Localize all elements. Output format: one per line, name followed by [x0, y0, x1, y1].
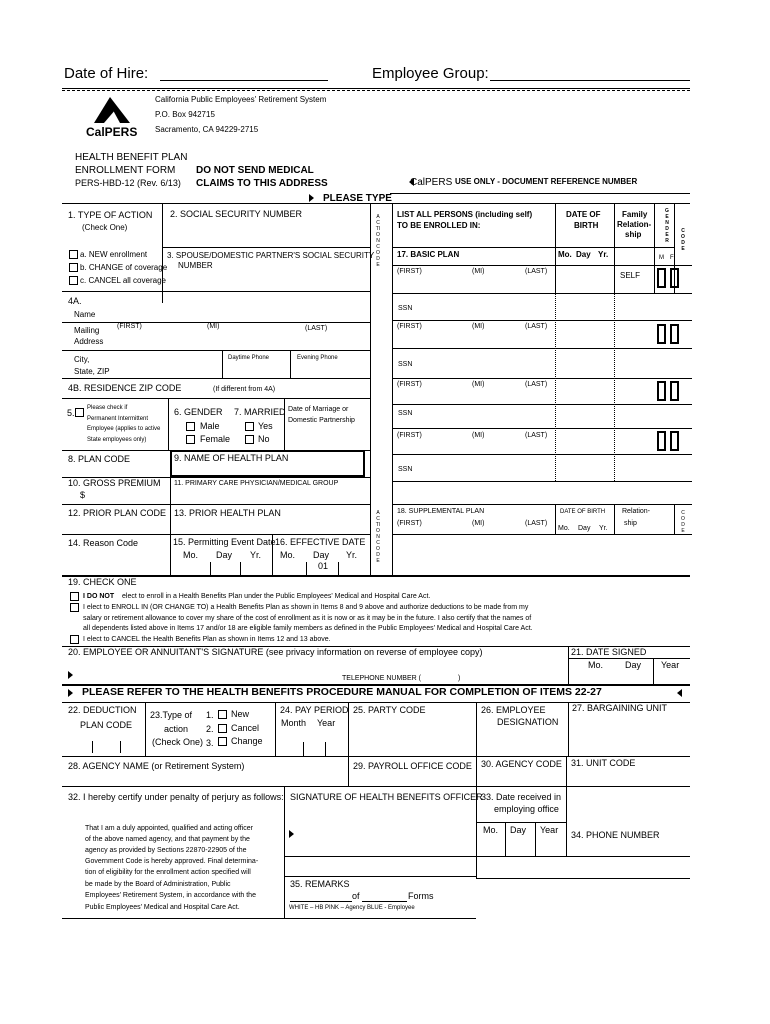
vline-25	[348, 702, 349, 756]
f-label: F	[670, 255, 674, 261]
date-of-hire-label: Date of Hire:	[64, 65, 149, 82]
vline-s-dob	[555, 504, 556, 534]
item20-label: 20. EMPLOYEE OR ANNUITANT'S SIGNATURE (see privacy information on reverse of employee copy)	[68, 647, 483, 657]
vline-27	[568, 702, 569, 756]
code-vertical-2: CODE	[681, 510, 685, 534]
p3-last: (LAST)	[525, 381, 548, 388]
item26-label-b: DESIGNATION	[497, 717, 559, 727]
refer-arrow-right-icon	[68, 689, 73, 697]
item15-label: 15. Permitting Event Date	[173, 537, 276, 547]
arrow-right-icon	[309, 194, 314, 202]
vline-dom	[284, 398, 285, 450]
checkbox-new[interactable]	[218, 710, 227, 719]
rule-item32	[62, 786, 690, 787]
dom-label-2: Domestic Partnership	[288, 417, 355, 424]
item14-label: 14. Reason Code	[68, 538, 139, 548]
dob-day: Day	[576, 250, 591, 259]
form-id: PERS-HBD-12 (Rev. 6/13)	[75, 178, 181, 188]
address-label: Address	[74, 337, 104, 346]
vline-s-rel	[614, 504, 615, 534]
item13-label: 13. PRIOR HEALTH PLAN	[174, 508, 281, 518]
opt-a-label: a. NEW enrollment	[80, 250, 148, 259]
officer-signature-field[interactable]	[300, 808, 475, 868]
telephone-label: TELEPHONE NUMBER (	[342, 675, 421, 682]
item31-label: 31. UNIT CODE	[571, 758, 636, 768]
m-label: M	[659, 255, 664, 261]
item4b-label: 4B. RESIDENCE ZIP CODE	[68, 383, 182, 393]
vline-26	[476, 702, 477, 756]
no-label: No	[258, 434, 270, 444]
p3-first: (FIRST)	[397, 381, 422, 388]
opt2-text-a: I elect to ENROLL IN (OR CHANGE TO) a Health Benefits Plan as shown in Items 8 and 9 above and authorize deductions to be made from my	[83, 604, 529, 611]
gender-box-f-2[interactable]	[670, 324, 679, 344]
rule-top-fields	[62, 203, 690, 204]
rule-date-signed	[568, 658, 690, 659]
rule-item35	[284, 876, 476, 877]
org-pobox: P.O. Box 942715	[155, 110, 215, 119]
employee-signature-field[interactable]	[80, 660, 565, 682]
dob-label-2: BIRTH	[574, 221, 599, 230]
calpers-logo-text: CalPERS	[86, 125, 138, 139]
date-signed-mo: Mo.	[588, 660, 604, 670]
please-type: PLEASE TYPE	[323, 193, 392, 204]
dob-yr: Yr.	[598, 250, 609, 259]
checkbox-female[interactable]	[186, 435, 195, 444]
gender-box-m-3[interactable]	[657, 381, 666, 401]
month-label: Month	[281, 718, 307, 728]
vline-31	[566, 756, 567, 786]
vline-dob-rows	[555, 265, 556, 481]
perm-label-3: State employees only)	[87, 437, 147, 443]
item19-title: 19. CHECK ONE	[68, 577, 137, 587]
vline-34	[566, 786, 567, 856]
item33-mo: Mo.	[483, 825, 499, 835]
item2-label: 2. SOCIAL SECURITY NUMBER	[170, 209, 303, 219]
item5-label: 5.	[67, 408, 75, 418]
ref-number-line[interactable]	[390, 193, 690, 194]
employee-group-label: Employee Group:	[372, 65, 489, 82]
tick-24b	[325, 742, 326, 756]
p1-ssn: SSN	[398, 305, 413, 312]
vline-s-code	[674, 504, 675, 534]
p3-mi: (MI)	[472, 381, 485, 388]
list-persons-2: TO BE ENROLLED IN:	[397, 221, 481, 230]
dob-label-1: DATE OF	[566, 210, 601, 219]
s-day: Day	[578, 525, 591, 532]
rule-remarks	[284, 856, 690, 857]
vline-24	[275, 702, 276, 756]
state-zip-label: State, ZIP	[74, 367, 110, 376]
vline-33	[476, 786, 477, 878]
vline-item11	[170, 477, 171, 576]
checkbox-male[interactable]	[186, 422, 195, 431]
tick-22a	[92, 741, 93, 753]
family-label-2: Relation-	[617, 220, 652, 229]
city-label: City,	[74, 355, 90, 364]
action-code-vertical-2: ACTION CODE	[375, 510, 381, 564]
evening-phone-label: Evening Phone	[297, 355, 338, 361]
rel-label-2: ship	[624, 520, 637, 527]
rule-p1	[392, 293, 692, 294]
checkbox-change[interactable]	[218, 737, 227, 746]
p4-mi: (MI)	[472, 432, 485, 439]
gender-box-f-3[interactable]	[670, 381, 679, 401]
eff-yr: Yr.	[346, 550, 358, 560]
rule-p2	[392, 348, 692, 349]
permit-mo: Mo.	[183, 550, 199, 560]
p2-mi: (MI)	[472, 323, 485, 330]
tick-4	[338, 562, 339, 576]
item16-label: 16. EFFECTIVE DATE	[275, 537, 366, 547]
p4-first: (FIRST)	[397, 432, 422, 439]
dom-label-1: Date of Marriage or	[288, 406, 349, 413]
vline-year	[653, 658, 654, 684]
item33-yr: Year	[540, 825, 559, 835]
sign-arrow-icon	[68, 671, 73, 679]
checkbox-yes[interactable]	[245, 422, 254, 431]
checkbox-cancel[interactable]	[218, 724, 227, 733]
officer-arrow-icon	[289, 830, 294, 838]
item35-label: 35. REMARKS	[290, 879, 350, 889]
p2-last: (LAST)	[525, 323, 548, 330]
s-last: (LAST)	[525, 520, 548, 527]
change-label: Change	[231, 736, 263, 746]
rule-bottom-right	[476, 878, 690, 879]
item18-label: 18. SUPPLEMENTAL PLAN	[397, 508, 485, 515]
eff-day: Day	[313, 550, 330, 560]
item3-label-a: 3. SPOUSE/DOMESTIC PARTNER'S SOCIAL SECURITY	[167, 251, 375, 260]
vline-phone-1	[222, 350, 223, 378]
rule-33	[476, 822, 566, 823]
item30-label: 30. AGENCY CODE	[481, 759, 562, 769]
vline-29	[348, 756, 349, 786]
date-signed-day: Day	[625, 660, 642, 670]
code-vertical: CODE	[681, 228, 685, 252]
org-name: California Public Employees' Retirement System	[155, 95, 327, 104]
checkbox-cancel-plan[interactable]	[70, 635, 79, 644]
eff-mo: Mo.	[280, 550, 296, 560]
forms-label: Forms	[408, 891, 434, 901]
copies-label: WHITE – HB PINK – Agency BLUE - Employee	[289, 905, 415, 911]
vline-33-yr	[535, 822, 536, 856]
item22-label-a: 22. DEDUCTION	[68, 705, 137, 715]
item26-label-a: 26. EMPLOYEE	[481, 705, 546, 715]
p1-mi: (MI)	[472, 268, 485, 275]
rule-basic-plan	[392, 247, 674, 248]
p1-ssn-field[interactable]	[392, 320, 692, 321]
rule-bottom	[62, 918, 476, 919]
rule-item28	[62, 756, 690, 757]
item4a-label: 4A.	[68, 296, 82, 306]
vline-gender-r	[654, 203, 655, 293]
of-label: of	[352, 891, 360, 901]
city-field[interactable]	[62, 378, 370, 379]
item22-label-b: PLAN CODE	[80, 720, 133, 730]
new-label: New	[231, 709, 250, 719]
cancel-label: Cancel	[231, 723, 260, 733]
p3-ssn: SSN	[398, 410, 413, 417]
rule-p3	[392, 404, 692, 405]
use-only-label: USE ONLY - DOCUMENT REFERENCE NUMBER	[455, 177, 638, 186]
rule-4a	[62, 291, 370, 292]
action-code-vertical-1: ACTION CODE	[375, 214, 381, 268]
mailing-label: Mailing	[74, 326, 100, 335]
gender-box-f-1[interactable]	[670, 268, 679, 288]
gender-box-m-1[interactable]	[657, 268, 666, 288]
p1-last: (LAST)	[525, 268, 548, 275]
perm-label-1: Permanent Intermittent	[87, 416, 149, 422]
date-of-hire-line[interactable]	[160, 80, 328, 81]
opt-2-num: 2.	[206, 724, 214, 734]
notice-1: DO NOT SEND MEDICAL	[196, 165, 314, 176]
refer-arrow-left-icon	[677, 689, 682, 697]
dob-mo: Mo.	[558, 250, 572, 259]
s-first: (FIRST)	[397, 520, 422, 527]
item23-label-a: 23.Type of	[150, 710, 193, 720]
rule-self	[392, 265, 692, 266]
employee-group-line[interactable]	[490, 80, 690, 81]
vline-30	[476, 756, 477, 786]
opt-c-label: c. CANCEL all coverage	[80, 276, 166, 285]
opt-1-num: 1.	[206, 710, 214, 720]
item24-label: 24. PAY PERIOD	[280, 705, 349, 715]
org-city: Sacramento, CA 94229-2715	[155, 125, 259, 134]
rel-label-1: Relation-	[622, 508, 651, 515]
tick-24a	[303, 742, 304, 756]
female-label: Female	[200, 434, 231, 444]
p1-first: (FIRST)	[397, 268, 422, 275]
rule-item18	[392, 504, 692, 505]
item9-label: 9. NAME OF HEALTH PLAN	[174, 453, 289, 463]
name-label: Name	[74, 310, 96, 319]
checkbox-enroll[interactable]	[70, 603, 79, 612]
forms-count-field[interactable]	[290, 901, 352, 902]
mailing-address-field[interactable]	[62, 350, 370, 351]
p2-first: (FIRST)	[397, 323, 422, 330]
rule-item12	[62, 504, 370, 505]
item33-day: Day	[510, 825, 527, 835]
s-yr: Yr.	[599, 525, 608, 532]
cert-line-8: Public Employees' Medical and Hospital Care Act.	[85, 904, 240, 911]
item23-label-c: (Check One)	[152, 737, 204, 747]
ssn-field[interactable]	[162, 203, 370, 247]
tick-1	[210, 562, 211, 576]
cert-line-3: agency as provided by Sections 22870-22905 of the	[85, 847, 247, 854]
vline-gender	[168, 398, 169, 450]
if-different-label: (If different from 4A)	[213, 386, 276, 393]
opt2-text-b: salary or retirement allowance to cover my share of the cost of enrollment as it is now or as it may be in the future. I also certify that the names of	[83, 615, 532, 622]
refer-banner: PLEASE REFER TO THE HEALTH BENEFITS PROCEDURE MANUAL FOR COMPLETION OF ITEMS 22-27	[82, 686, 602, 698]
p3-ssn-field[interactable]	[392, 428, 692, 429]
item17-label: 17. BASIC PLAN	[397, 250, 460, 259]
self-label: SELF	[620, 271, 641, 280]
p2-ssn-field[interactable]	[392, 378, 692, 379]
forms-total-field[interactable]	[362, 901, 407, 902]
item23-label-b: action	[164, 724, 189, 734]
cert-line-2: of the above named agency, and that payment by the	[85, 836, 250, 843]
vline-officer	[284, 786, 285, 918]
item21-label: 21. DATE SIGNED	[571, 647, 647, 657]
check-one-label: (Check One)	[82, 223, 128, 232]
item1-label: 1. TYPE OF ACTION	[68, 210, 153, 220]
perm-label-2: Employee (applies to active	[87, 426, 161, 432]
s-mi: (MI)	[472, 520, 485, 527]
p4-ssn: SSN	[398, 466, 413, 473]
family-label-1: Family	[622, 210, 648, 219]
p4-last: (LAST)	[525, 432, 548, 439]
opt-3-num: 3.	[206, 738, 214, 748]
item28-label: 28. AGENCY NAME (or Retirement System)	[68, 761, 245, 771]
family-label-3: ship	[625, 230, 642, 239]
rule-item3	[162, 247, 370, 248]
eff-day-value: 01	[318, 561, 329, 571]
gender-box-m-4[interactable]	[657, 431, 666, 451]
p2-ssn: SSN	[398, 361, 413, 368]
cert-line-4: Government Code is hereby approved. Final determina-	[85, 858, 259, 865]
gender-box-f-4[interactable]	[670, 431, 679, 451]
item33-label-b: employing office	[494, 804, 559, 814]
checkbox-cancel-coverage[interactable]	[69, 276, 78, 285]
rule-p4	[392, 454, 692, 455]
gender-vertical: GENDER	[665, 208, 669, 244]
tick-2	[240, 562, 241, 576]
please-check-label: Please check if	[87, 405, 128, 411]
opt-b-label: b. CHANGE of coverage	[80, 263, 168, 272]
rule-item14	[62, 534, 370, 535]
opt1-text: elect to enroll in a Health Benefits Plan under the Public Employees' Medical and Hospital Care Act.	[122, 593, 431, 600]
last-label: (LAST)	[305, 325, 328, 332]
signature-officer-label: SIGNATURE OF HEALTH BENEFITS OFFICER	[290, 792, 483, 802]
telephone-close: )	[458, 675, 461, 682]
form-title-1: HEALTH BENEFIT PLAN	[75, 152, 188, 163]
cert-line-1: That I am a duly appointed, qualified and acting officer	[85, 825, 253, 832]
checkbox-change-coverage[interactable]	[69, 263, 78, 272]
vline-item21	[568, 646, 569, 684]
dob-caps-label: DATE OF BIRTH	[560, 509, 606, 515]
vline-item16	[272, 534, 273, 576]
gender-label: 6. GENDER	[174, 407, 223, 417]
item10-label: 10. GROSS PREMIUM	[68, 478, 161, 488]
checkbox-do-not-enroll[interactable]	[70, 592, 79, 601]
cert-line-6: be made by the Board of Administration, Public	[85, 881, 231, 888]
item12-label: 12. PRIOR PLAN CODE	[68, 508, 167, 518]
item8-label: 8. PLAN CODE	[68, 454, 131, 464]
opt3-text: I elect to CANCEL the Health Benefits Plan as shown in Items 12 and 13 above.	[83, 636, 331, 643]
p4-ssn-field[interactable]	[392, 481, 692, 482]
cert-line-5: tion of eligibility for the enrollment action specified will	[85, 869, 251, 876]
vline-mid-2	[392, 203, 393, 576]
tick-3	[306, 562, 307, 576]
vline-23	[145, 702, 146, 756]
checkbox-no[interactable]	[245, 435, 254, 444]
first-label: (FIRST)	[117, 323, 142, 330]
yes-label: Yes	[258, 421, 273, 431]
male-label: Male	[200, 421, 220, 431]
checkbox-new-enrollment[interactable]	[69, 250, 78, 259]
item29-label: 29. PAYROLL OFFICE CODE	[353, 761, 472, 771]
item11-label: 11. PRIMARY CARE PHYSICIAN/MEDICAL GROUP	[174, 480, 339, 487]
gender-box-m-2[interactable]	[657, 324, 666, 344]
opt1-bold: I DO NOT	[83, 593, 115, 600]
daytime-phone-label: Daytime Phone	[228, 355, 270, 361]
married-label: 7. MARRIED	[234, 407, 286, 417]
mi-label: (MI)	[207, 323, 220, 330]
tick-22b	[120, 741, 121, 753]
item33-label-a: 33. Date received in	[481, 792, 562, 802]
date-signed-year: Year	[661, 660, 680, 670]
item32-label: 32. I hereby certify under penalty of perjury as follows:	[68, 792, 284, 802]
permit-yr: Yr.	[250, 550, 262, 560]
form-title-2: ENROLLMENT FORM	[75, 165, 176, 176]
checkbox-permanent-intermittent[interactable]	[75, 408, 84, 417]
vline-33-day	[505, 822, 506, 856]
list-persons-1: LIST ALL PERSONS (including self)	[397, 210, 533, 219]
residence-zip-field[interactable]	[62, 398, 370, 399]
item3-label-b: NUMBER	[178, 261, 213, 270]
s-mo: Mo.	[558, 525, 570, 532]
permit-day: Day	[216, 550, 233, 560]
calpers-logo-icon	[90, 95, 134, 125]
vline-rel-rows	[614, 265, 615, 481]
notice-2: CLAIMS TO THIS ADDRESS	[196, 178, 328, 189]
calpers-use-label: CalPERS	[410, 177, 453, 188]
item27-label: 27. BARGAINING UNIT	[572, 703, 668, 713]
item25-label: 25. PARTY CODE	[353, 705, 426, 715]
item34-label: 34. PHONE NUMBER	[571, 830, 660, 840]
dollar-sign: $	[80, 490, 86, 500]
rule-item19	[62, 576, 690, 577]
opt2-text-c: all dependents listed above in Items 17 and/or 18 are eligible family members as defined in the Public Employees' Medical and Hospital Care Act.	[83, 625, 533, 632]
rule-item18-bottom	[392, 534, 692, 535]
dashed-rule	[62, 90, 690, 91]
year-label: Year	[317, 718, 336, 728]
vline-phone-2	[290, 350, 291, 378]
cert-line-7: Employees' Retirement System, in accordance with the	[85, 892, 256, 899]
